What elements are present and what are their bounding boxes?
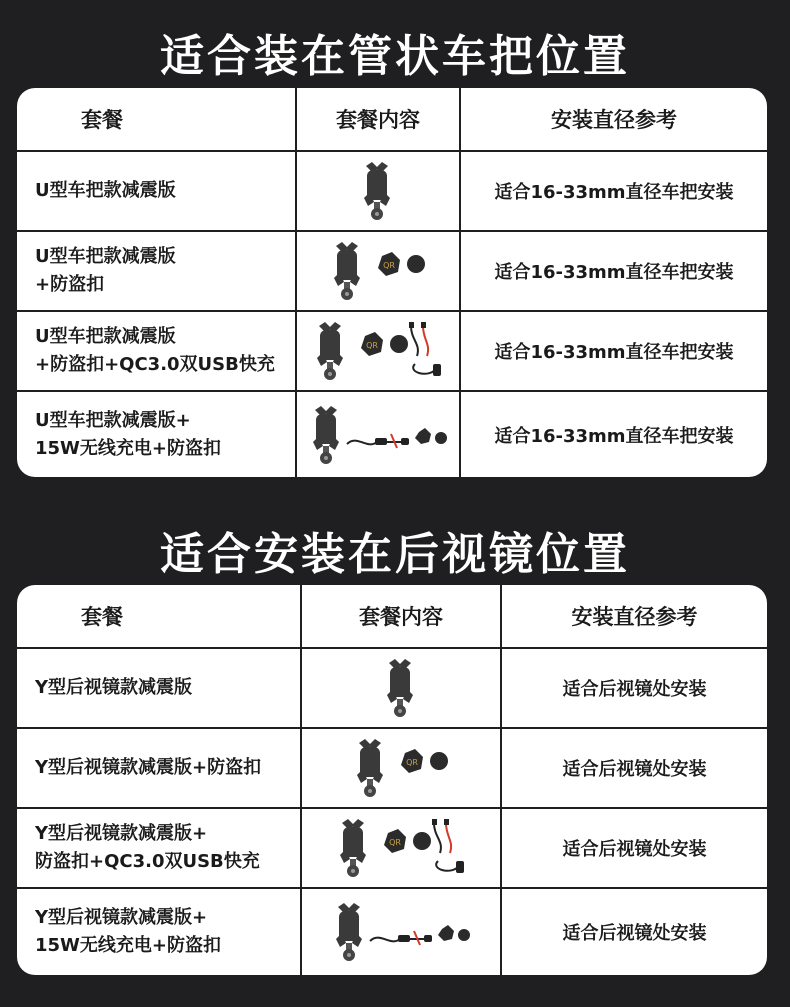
install-reference: 适合16-33mm直径车把安装 [459,312,767,390]
product-illustration [311,320,445,382]
product-illustration [330,901,472,963]
anti-theft-lock-icon [384,829,431,853]
wireless-charger-icon [347,434,409,448]
anti-theft-lock-icon [378,252,425,276]
package-contents-image [300,889,500,975]
svg-text:QR: QR [406,758,418,767]
install-reference: 适合后视镜处安装 [500,729,767,807]
package-name: U型车把款减震版 [35,180,176,201]
package-name: U型车把款减震版 +防盗扣+QC3.0双USB快充 [35,326,275,375]
install-reference: 适合后视镜处安装 [500,809,767,887]
section-title-handlebar: 适合装在管状车把位置 [160,31,630,82]
package-contents-image [295,152,459,230]
product-illustration [358,160,398,222]
svg-text:QR: QR [389,838,401,847]
package-table-mirror [17,585,767,975]
package-name: U型车把款减震版+ 15W无线充电+防盗扣 [35,409,221,459]
header-diameter: 安装直径参考 [459,88,767,150]
install-reference: 适合后视镜处安装 [500,889,767,975]
wireless-charger-icon [370,931,432,945]
anti-theft-lock-icon [415,428,447,444]
header-package: 套餐 [81,605,123,629]
package-contents-image [295,312,459,390]
table-row [17,727,767,807]
table-row [17,647,767,727]
table-row [17,230,767,310]
package-name: U型车把款减震版 +防盗扣 [35,246,176,295]
anti-theft-lock-icon [438,925,470,941]
header-diameter: 安装直径参考 [500,585,767,647]
package-table-handlebar [17,88,767,477]
table-row [17,887,767,975]
phone-mount-icon [334,242,360,300]
install-reference: 适合16-33mm直径车把安装 [459,232,767,310]
product-illustration [351,737,451,799]
package-name: Y型后视镜款减震版+防盗扣 [35,757,262,778]
phone-mount-icon [336,903,362,961]
table-row [17,150,767,230]
phone-mount-icon [317,322,343,380]
anti-theft-lock-icon [401,749,448,773]
table-row [17,807,767,887]
usb-charger-icon [409,322,441,376]
phone-mount-icon [340,819,366,877]
install-reference: 适合16-33mm直径车把安装 [459,152,767,230]
svg-text:QR: QR [366,341,378,350]
package-name: Y型后视镜款减震版+ 15W无线充电+防盗扣 [35,907,221,956]
install-reference: 适合后视镜处安装 [500,649,767,727]
svg-text:QR: QR [383,261,395,270]
package-contents-image [300,809,500,887]
package-contents-image [295,392,459,477]
package-contents-image [295,232,459,310]
product-illustration [307,404,449,466]
product-illustration [328,240,428,302]
product-illustration [334,817,468,879]
section-title-mirror: 适合安装在后视镜位置 [160,529,630,580]
package-name: Y型后视镜款减震版+ 防盗扣+QC3.0双USB快充 [35,823,260,872]
header-package: 套餐 [81,108,123,132]
anti-theft-lock-icon [361,332,408,356]
package-contents-image [300,649,500,727]
phone-mount-icon [357,739,383,797]
product-illustration [381,657,421,719]
phone-mount-icon [364,162,390,220]
package-contents-image [300,729,500,807]
table-header-row [17,585,767,647]
table-header-row [17,88,767,150]
header-contents: 套餐内容 [300,585,500,647]
phone-mount-icon [313,406,339,464]
table-row [17,310,767,390]
phone-mount-icon [387,659,413,717]
package-name: Y型后视镜款减震版 [35,677,193,698]
usb-charger-icon [432,819,464,873]
header-contents: 套餐内容 [295,88,459,150]
install-reference: 适合16-33mm直径车把安装 [459,392,767,477]
table-row [17,390,767,477]
